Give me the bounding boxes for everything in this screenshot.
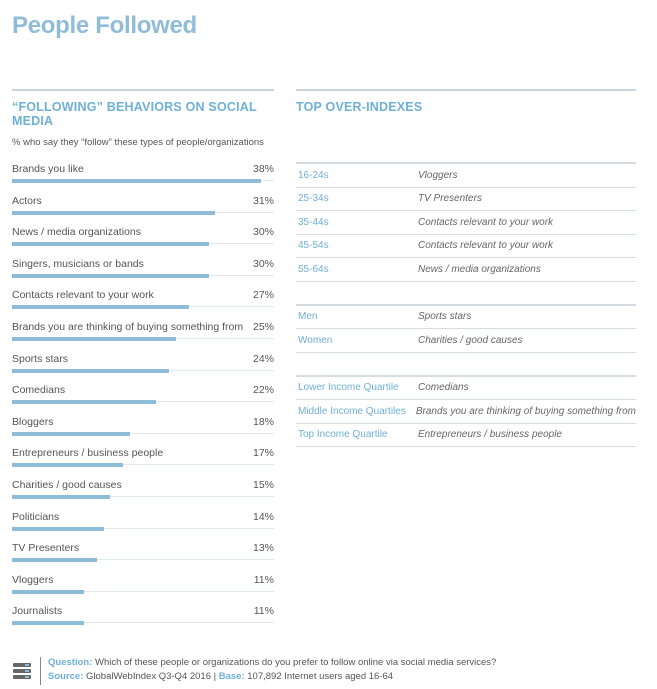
bar-value-label: 25%	[252, 320, 274, 333]
segment-value: TV Presenters	[418, 193, 482, 205]
page-title: People Followed	[12, 12, 197, 39]
bar	[12, 527, 104, 531]
bar-row	[12, 479, 274, 511]
bar-value-label: 30%	[252, 257, 274, 270]
segment-value: Contacts relevant to your work	[418, 216, 554, 228]
table-row	[296, 235, 636, 259]
bar-value-label: 11%	[253, 605, 274, 618]
bar	[12, 463, 123, 467]
table-row	[296, 329, 636, 353]
over-indexes-table	[296, 162, 636, 447]
database-icon	[12, 661, 32, 681]
over-index-group	[296, 375, 636, 448]
bar	[12, 400, 156, 404]
segment-value: Comedians	[418, 382, 469, 394]
bar-label: Comedians	[12, 384, 66, 397]
footer-source: Source: GlobalWebIndex Q3-Q4 2016 | Base: 107,892 Internet users aged 16-64	[48, 671, 394, 682]
bar-label: Sports stars	[12, 352, 69, 365]
segment-label: Women	[298, 334, 333, 346]
table-row	[296, 188, 636, 212]
segment-label: 16-24s	[298, 169, 329, 181]
bar-row	[12, 163, 274, 195]
bar-label: Brands you are thinking of buying something from	[12, 320, 244, 333]
bar-value-label: 17%	[252, 447, 274, 460]
bar-row	[12, 353, 274, 385]
over-indexes-title: TOP OVER-INDEXES	[296, 100, 423, 114]
bar-label: Actors	[12, 194, 42, 207]
segment-value: Sports stars	[418, 311, 472, 323]
table-row	[296, 258, 636, 282]
segment-label: Middle Income Quartiles	[298, 405, 406, 417]
table-row	[296, 164, 636, 188]
bar-label: Entrepreneurs / business people	[12, 447, 164, 460]
segment-value: Brands you are thinking of buying something from	[415, 405, 636, 417]
bar-value-label: 31%	[252, 194, 274, 207]
table-row	[296, 211, 636, 235]
table-row	[296, 400, 636, 424]
bar-row	[12, 321, 274, 353]
segment-label: 25-34s	[298, 193, 329, 205]
segment-value: News / media organizations	[418, 263, 541, 275]
segment-value: Entrepreneurs / business people	[418, 429, 562, 441]
bar-row	[12, 416, 274, 448]
footer-notes	[48, 656, 496, 684]
left-top-divider	[12, 89, 274, 91]
bar-value-label: 11%	[253, 573, 274, 586]
chart-subtitle: % who say they “follow” these types of people/organizations	[12, 137, 264, 148]
over-indexes-panel	[296, 100, 636, 469]
bar-chart	[12, 163, 274, 637]
right-top-divider	[296, 89, 636, 91]
bar	[12, 179, 261, 183]
bar-row	[12, 542, 274, 574]
segment-value: Contacts relevant to your work	[418, 240, 554, 252]
bar	[12, 337, 176, 341]
bar	[12, 590, 84, 594]
bar	[12, 211, 215, 215]
bar-label: Charities / good causes	[12, 478, 122, 491]
bar-label: Contacts relevant to your work	[12, 289, 154, 302]
bar-value-label: 30%	[252, 226, 274, 239]
bar-value-label: 15%	[252, 478, 274, 491]
bar-label: News / media organizations	[12, 226, 141, 239]
segment-label: Top Income Quartile	[298, 429, 388, 441]
bar-value-label: 27%	[252, 289, 274, 302]
bar	[12, 305, 189, 309]
bar	[12, 432, 130, 436]
bar-label: Journalists	[12, 605, 63, 618]
following-behaviors-panel	[12, 100, 274, 637]
over-index-group	[296, 162, 636, 282]
bar-row	[12, 258, 274, 290]
chart-title: “FOLLOWING” BEHAVIORS ON SOCIAL MEDIA	[12, 100, 257, 128]
footer-question: Question: Which of these people or organizations do you prefer to follow online via social media services?	[48, 657, 497, 668]
segment-value: Charities / good causes	[418, 334, 523, 346]
bar-label: Brands you like	[12, 163, 84, 175]
bar	[12, 369, 169, 373]
bar-label: TV Presenters	[12, 542, 80, 555]
segment-label: 35-44s	[298, 216, 329, 228]
segment-label: Men	[298, 311, 318, 323]
segment-label: Lower Income Quartile	[298, 382, 399, 394]
bar-value-label: 14%	[252, 510, 274, 523]
bar-value-label: 38%	[252, 163, 274, 175]
bar	[12, 621, 84, 625]
segment-label: 55-64s	[298, 263, 329, 275]
bar-value-label: 24%	[252, 352, 274, 365]
bar-label: Vloggers	[12, 573, 54, 586]
footer-divider	[40, 657, 41, 685]
segment-value: Vloggers	[418, 169, 458, 181]
over-index-group	[296, 304, 636, 353]
bar-value-label: 22%	[252, 384, 274, 397]
bar	[12, 495, 110, 499]
segment-label: 45-54s	[298, 240, 329, 252]
bar-row	[12, 605, 274, 637]
bar-row	[12, 574, 274, 606]
bar-value-label: 13%	[252, 542, 274, 555]
bar-row	[12, 289, 274, 321]
bar-value-label: 18%	[252, 415, 274, 428]
bar	[12, 558, 97, 562]
bar-row	[12, 195, 274, 227]
bar	[12, 274, 209, 278]
bar-row	[12, 511, 274, 543]
bar-row	[12, 447, 274, 479]
table-row	[296, 306, 636, 330]
table-row	[296, 377, 636, 401]
bar-label: Politicians	[12, 510, 60, 523]
bar-label: Bloggers	[12, 415, 54, 428]
bar-label: Singers, musicians or bands	[12, 257, 144, 270]
bar	[12, 242, 209, 246]
bar-row	[12, 384, 274, 416]
table-row	[296, 424, 636, 448]
bar-row	[12, 226, 274, 258]
